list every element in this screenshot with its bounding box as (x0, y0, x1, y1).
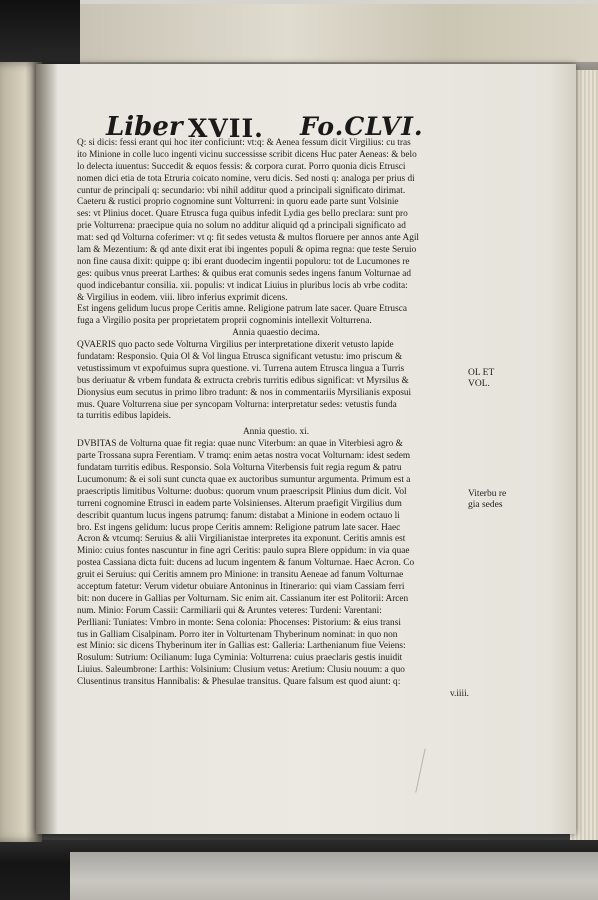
text-line: ses: vt Plinius docet. Quare Etrusca fuga quibus infedit Lydia ges bello preclara: sunt pro (77, 209, 408, 220)
margin-note-line: Viterbu re (468, 489, 507, 499)
header-liber: Liber (106, 112, 183, 142)
text-line: Clusentinus transitus Hannibalis: & Phesulae transitus. Quare falsum est quod aiunt: q: (77, 677, 401, 688)
text-line: non fine causa dixit: quippe q: ibi erant duodecim ingentii populoru: tot de Lucumones re (77, 256, 410, 267)
header-book-number: XVII. (188, 114, 264, 143)
text-line: Dionysius eum secutus in primo libro tradunt: & nos in commentariis Myrsilianis exposui (77, 387, 412, 398)
text-line: fundatam: Responsio. Quia Ol & Vol lingua Etrusca significant vetustu: imo priscum & (77, 352, 403, 363)
text-line: Minio: cuius fontes nascuntur in fine agri Ceritis: paulo supra Blere oppidum: in via quae (77, 546, 410, 557)
margin-note-line: OL ET (468, 368, 495, 378)
section-heading: Annia questio. xi. (242, 427, 310, 438)
text-line: Lucumonum: & ei soli sunt cuncta quae ex auctoribus sumuntur argumenta. Primum est a (77, 474, 411, 485)
header-folio: Fo.CLVI. (300, 112, 424, 141)
text-line: gruit ei Seruius: qui Ceritis amnem pro Minione: in transitu Aeneae ad fanum Volturnae (77, 570, 404, 581)
text-line: ta turritis edibus lapideis. (77, 411, 171, 422)
text-line: QVAERIS quo pacto sede Volturna Virgilius per interpretatione dixerit vetusto lapide (77, 340, 394, 351)
background-bottom-cloth (70, 852, 598, 900)
margin-note-viterbum (468, 489, 506, 511)
text-line: lam & Mezentium: & qd ante dixit erat ibi ingentes populi & opima regna: que teste Seruio (77, 245, 417, 256)
text-line: tus in Galliam Cisalpinam. Porro iter in Volturtenam Thyberinum nominat: in quo non (77, 629, 398, 640)
text-line: postea Cassiana dicta fuit: ducens ad lucum ingentem & fanum Volturnae. Haec Acron. Co (77, 558, 415, 569)
spine-shadow (36, 64, 58, 834)
text-line: praescriptis limitibus Volturne: duobus: quorum vnum praescripsit Plinius dum dicit. Vol (77, 486, 407, 497)
body-text (77, 138, 475, 701)
text-line: fuga a Virgilio posita per proprietatem proprii cognominis intellexit Volturrena. (77, 316, 372, 327)
text-line: DVBITAS de Volturna quae fit regia: quae nunc Viterbum: an quae in Viterbiesi agro & (77, 439, 403, 450)
text-line: bus deriuatur & vrbem fundata & extructa crebris turritis edibus significat: vt Myrsilus & (77, 375, 409, 386)
background-top-corner (0, 0, 80, 70)
text-line: nomen dici etia de tota Etruria coicato nomine, veru dicis. Sed nosti q: analoga per prius di (77, 173, 415, 184)
text-line: ges: quibus vnus preerat Larthes: & quibus erat comunis sedes ingens fanum Volturnae ad (77, 268, 412, 279)
text-line: Liuius. Saleumbrone: Larthis: Volsinium: Clusium vetus: Aretium: Clusiu nouum: a quo (77, 665, 405, 676)
text-line: bit: non ducere in Gallias per Volturnam. Sic enim ait. Cassianum iter est Politorii: Arcen (77, 593, 409, 604)
text-line: Rosulum: Sutrium: Ocilianum: Iuga Cyminia: Volturrena: cuius praeclaris gestis inuidit (77, 653, 403, 664)
text-line: bro. Est ingens gelidum: lucus prope Ceritis amnem: Religione patrum late sacer. Haec (77, 522, 401, 533)
section-heading: Annia quaestio decima. (232, 328, 320, 339)
text-line: Caeteru & rustici proprio cognomine sunt Volturreni: in quoru eade parte sunt Volsinie (77, 197, 399, 208)
text-line: Est ingens gelidum lucus prope Ceritis amne. Religione patrum late sacer. Quare Etrusca (77, 304, 407, 315)
text-line: acceptum fatetur: Verum videtur obuiare Antoninus in Itinerario: qui viam Cassiam ferri (77, 581, 405, 592)
text-line: Q: si dicis: fessi erant qui hoc iter conficiunt: vt:q: & Aenea fessum dicit Virgilius: cu tras (77, 138, 411, 148)
text-line: quod indicebantur consilia. xii. populis: vt indicat Liuius in pluribus locis ab vrbe codita: (77, 280, 408, 291)
text-line: mus. Quare Volturrena siue per syncopam Volturna: interpretatur sedes: vetustis funda (77, 399, 397, 410)
text-line: turreni cognomine Etrusci in eadem parte Volsinienses. Alterum praefigit Virgilius dum (77, 498, 402, 509)
text-line: lo delecta iuuentus: Succedit & equos fessis: & corpora curat. Porro quonia dicis Etrusci (77, 161, 406, 172)
signature-mark: v.iiii. (449, 688, 469, 699)
text-line: Acron & vtcumq: Seruius & alii Virgilianistae interpretes ita exponunt. Ceritis amnis est (77, 534, 406, 545)
text-line: vetustissimum vt expofuimus supra questione. vi. Turrena autem Etrusca lingua a Turris (77, 363, 405, 374)
text-line: parte Trossana supra Ferentiam. V tramq: enim aetas nostra vocat Volturnam: idest sedem (77, 451, 411, 462)
margin-note-line: VOL. (468, 379, 490, 389)
text-line: Perlliani: Tuniates: Vmbro in monte: Sena colonia: Phocenses: Pistorium: & eius transi (77, 617, 401, 628)
text-line: cuntur de principali q: secundario: vbi nihil additur quod a principali significato dirimat. (77, 185, 406, 196)
background-top-stripe (80, 4, 598, 62)
margin-note-ol-et-vol (468, 368, 494, 390)
text-line: & Virgilius in eodem. viii. libro inferius exprimit dicens. (77, 292, 288, 303)
text-line: num. Minio: Forum Cassii: Carmiliarii qui & Aruntes veteres: Turdeni: Varentani: (77, 605, 382, 616)
text-line: ito Minione in colle luco ingenti vicinu successisse scribit dicens Huc pater Aeneas: & belo (77, 149, 417, 160)
margin-note-line: gia sedes (468, 500, 503, 510)
text-line: mat: sed qd Volturna coferimer: vt q: fit sedes vetusta & multos floruere per annos ante Agil (77, 233, 420, 244)
text-line: est Minio: sic dicens Thyberinum iter in Gallias est: Galleria: Larthenianum fiue Veiens: (77, 641, 406, 652)
text-line: fundatam turritis edibus. Responsio. Sola Volturna Viterbensis fuit regia regum & patru (77, 463, 402, 474)
text-line: describit quantum lucus ingens patrumq: fanum: distabat a Minione in eodem octauo li (77, 510, 400, 521)
text-line: prie Volturrena: praecipue quia no solum no additur aliquid qd a principali significato ad (77, 221, 406, 232)
